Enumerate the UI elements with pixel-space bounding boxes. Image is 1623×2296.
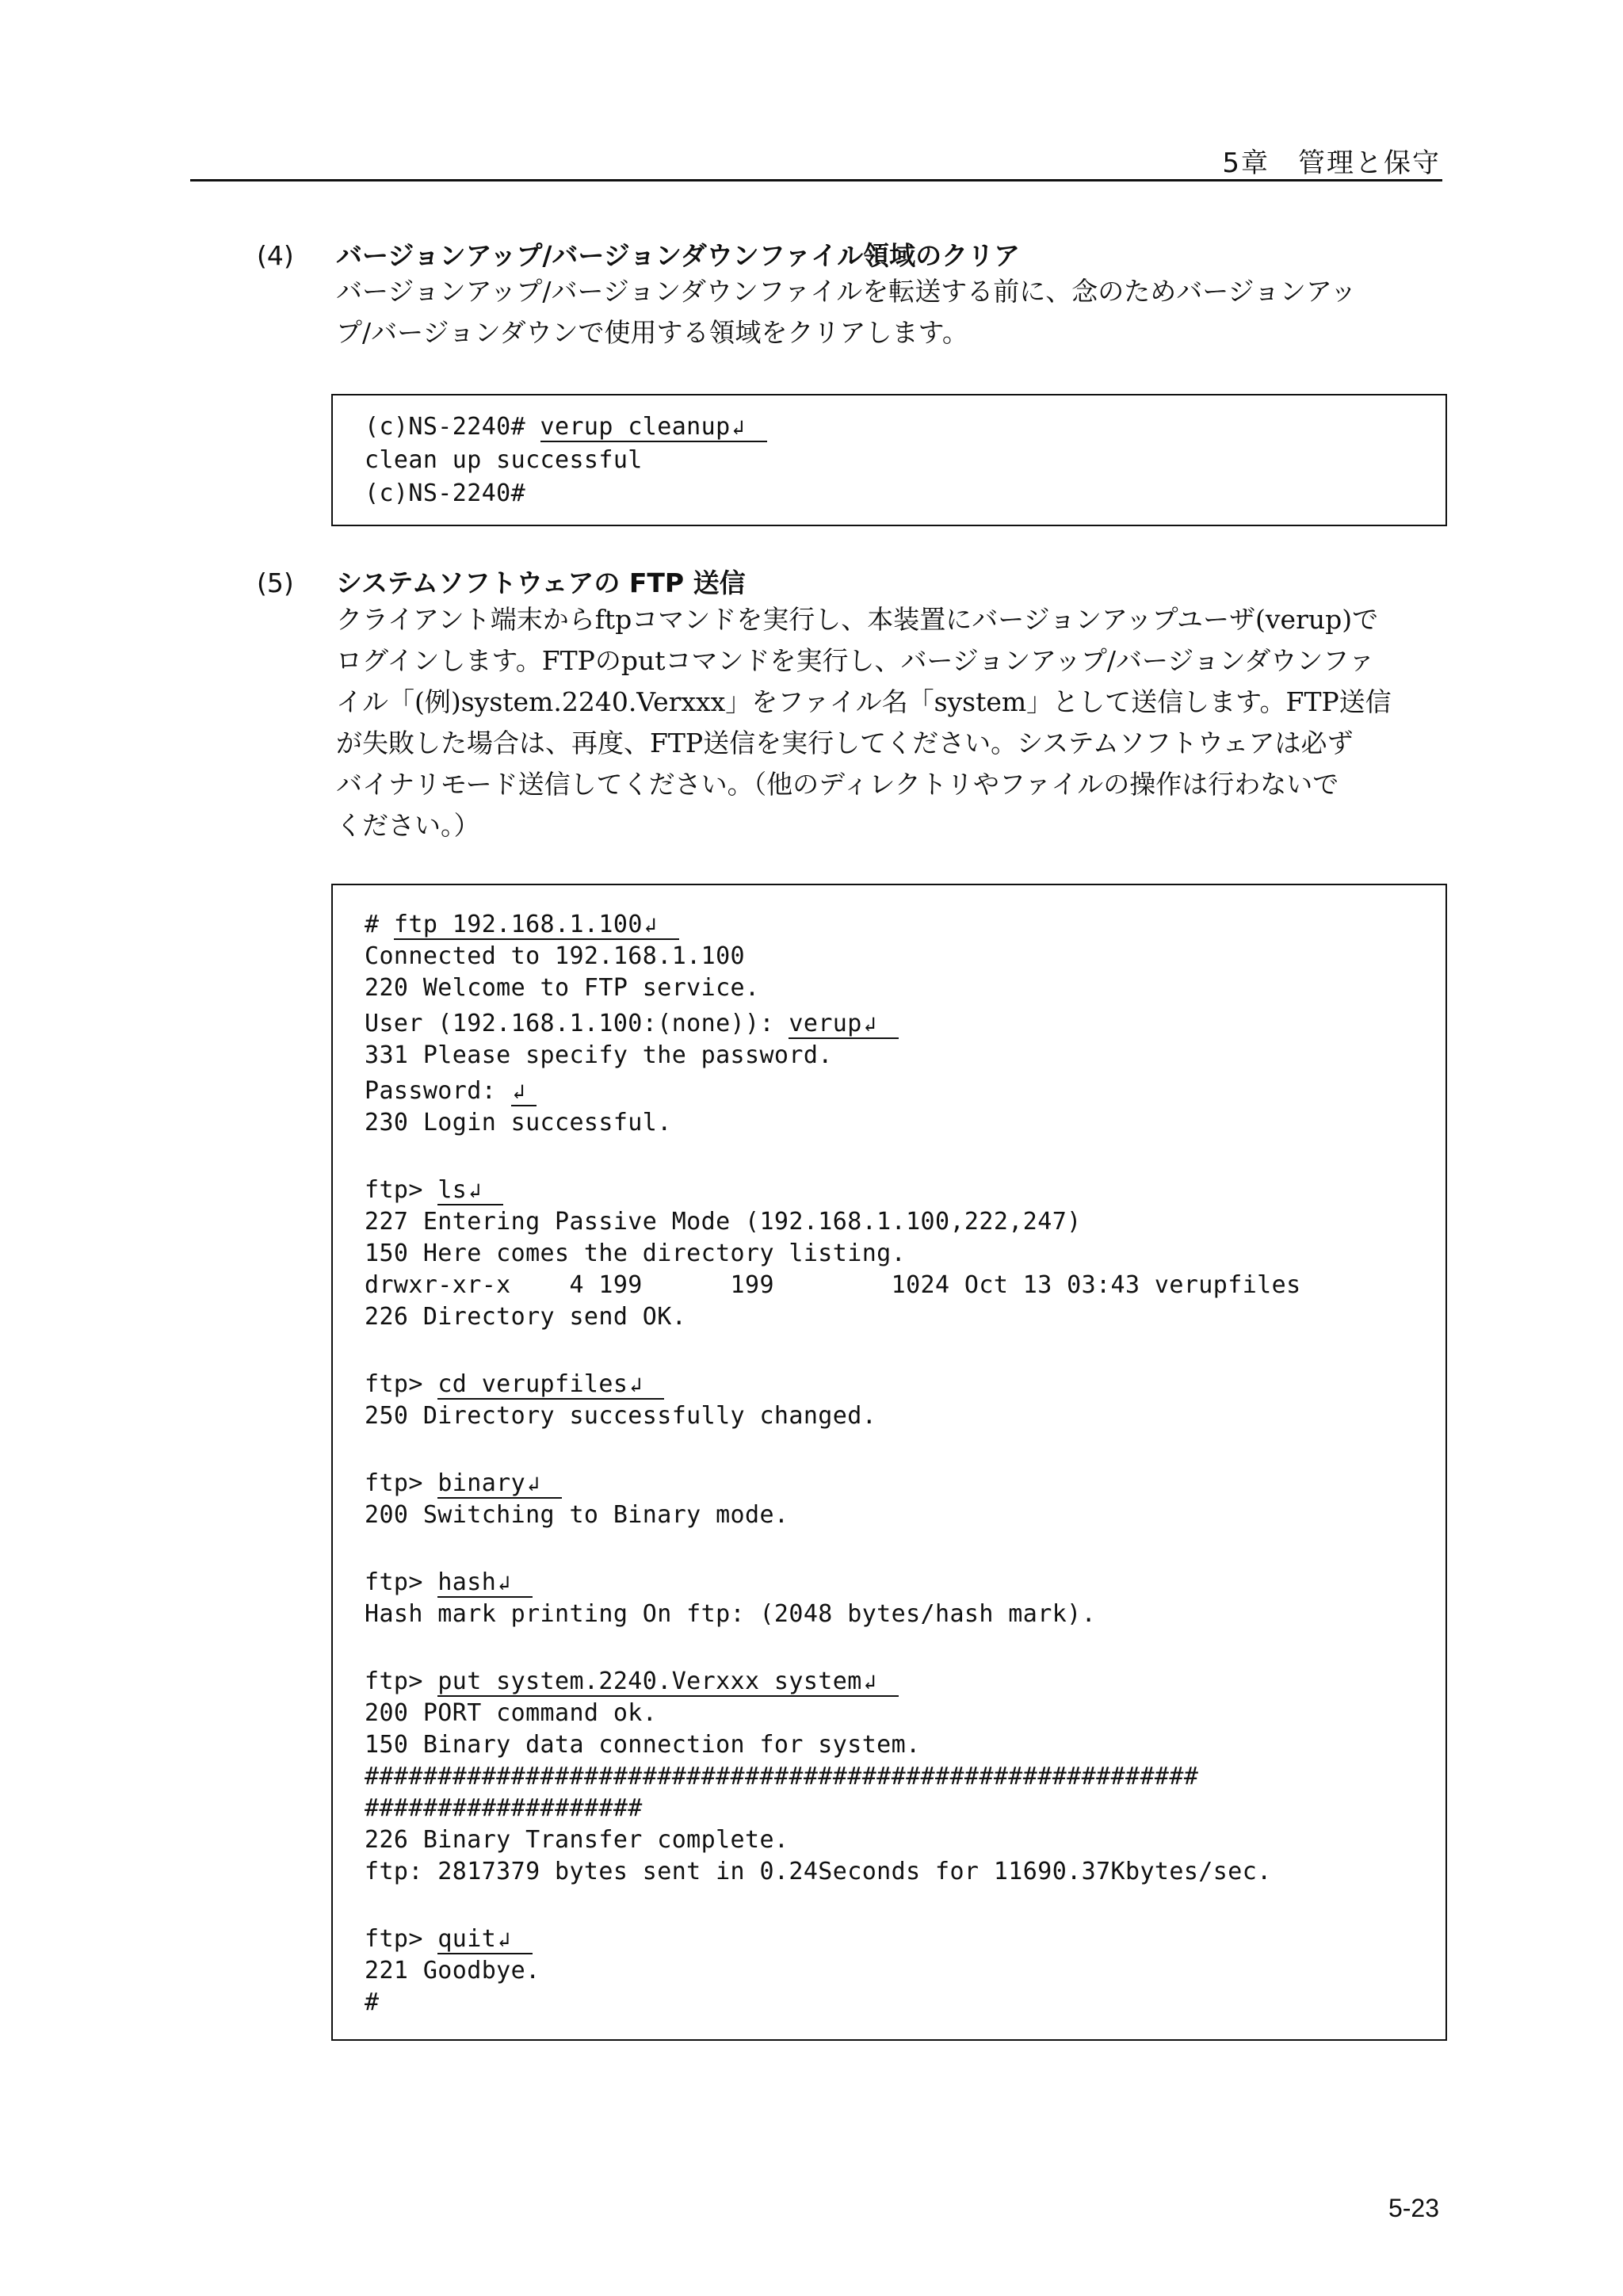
- code-line: 200 PORT command ok.: [365, 1699, 658, 1727]
- prompt: ftp>: [365, 1668, 438, 1695]
- paragraph-line: バージョンアップ/バージョンダウンファイルを転送する前に、念のためバージョンアッ: [336, 276, 1357, 307]
- typed-command: [437, 1570, 533, 1598]
- page-header: [190, 135, 1442, 181]
- section-5-heading: [257, 563, 746, 600]
- section-number: (4): [257, 240, 294, 271]
- code-line: [365, 1668, 899, 1697]
- typed-command: [437, 1471, 562, 1499]
- code-line: 150 Here comes the directory listing.: [365, 1240, 907, 1267]
- return-icon: ↲: [863, 1671, 876, 1694]
- section-4-heading: [257, 235, 1020, 273]
- command-text: binary: [437, 1469, 526, 1497]
- prompt: (c)NS-2240#: [365, 413, 540, 441]
- code-line: Hash mark printing On ftp: (2048 bytes/hash mark).: [365, 1600, 1097, 1628]
- code-line: 250 Directory successfully changed.: [365, 1402, 877, 1430]
- code-line: #: [365, 1988, 380, 2016]
- prompt: User (192.168.1.100:(none)):: [365, 1010, 789, 1037]
- typed-command: [511, 1079, 537, 1106]
- command-text: ftp 192.168.1.100: [393, 911, 643, 938]
- command-text: verup cleanup: [540, 413, 731, 441]
- paragraph-line: クライアント端末からftpコマンドを実行し、本装置にバージョンアップユーザ(verup)で: [336, 604, 1379, 635]
- code-line: 150 Binary data connection for system.: [365, 1731, 921, 1759]
- paragraph-line: ください。）: [336, 810, 480, 841]
- code-line: [365, 1077, 537, 1106]
- prompt: Password:: [365, 1077, 511, 1105]
- paragraph-line: バイナリモード送信してください。（他のディレクトリやファイルの操作は行わないで: [336, 769, 1339, 800]
- code-box-cleanup: [331, 394, 1447, 526]
- return-icon: ↲: [468, 1179, 482, 1203]
- paragraph-line: プ/バージョンダウンで使用する領域をクリアします。: [336, 317, 968, 348]
- command-text: ls: [437, 1176, 468, 1204]
- return-icon: ↲: [498, 1572, 511, 1595]
- code-line: 226 Directory send OK.: [365, 1303, 687, 1331]
- code-line: [365, 911, 679, 940]
- code-line: drwxr-xr-x 4 199 199 1024 Oct 13 03:43 verupfiles: [365, 1271, 1301, 1299]
- code-line: 230 Login successful.: [365, 1109, 672, 1137]
- code-line: (c)NS-2240#: [365, 479, 526, 507]
- code-line: 200 Switching to Binary mode.: [365, 1501, 789, 1529]
- command-text: hash: [437, 1568, 497, 1596]
- prompt: ftp>: [365, 1568, 438, 1596]
- paragraph-line: イル「(例)system.2240.Verxxx」をファイル名「system」として送信します。FTP送信: [336, 686, 1392, 717]
- code-line: [365, 1925, 533, 1954]
- typed-command: [437, 1372, 664, 1400]
- return-icon: ↲: [512, 1080, 525, 1104]
- section-number: (5): [257, 567, 294, 598]
- code-line: clean up successful: [365, 446, 643, 474]
- typed-command: [540, 415, 767, 442]
- code-line: [365, 1010, 899, 1039]
- typed-command: [394, 912, 679, 940]
- code-line: [365, 1568, 533, 1598]
- code-line: [365, 1176, 503, 1205]
- typed-command: [437, 1669, 898, 1697]
- code-line: [365, 413, 767, 442]
- section-title: システムソフトウェアの FTP 送信: [336, 567, 746, 598]
- code-box-ftp-session: [331, 884, 1447, 2041]
- code-line: Connected to 192.168.1.100: [365, 942, 745, 970]
- prompt: ftp>: [365, 1925, 438, 1953]
- prompt: #: [365, 911, 394, 938]
- return-icon: ↲: [731, 416, 745, 440]
- page-number: 5-23: [1388, 2194, 1439, 2222]
- prompt: ftp>: [365, 1370, 438, 1398]
- code-line: 220 Welcome to FTP service.: [365, 974, 760, 1002]
- code-line: ftp: 2817379 bytes sent in 0.24Seconds for 11690.37Kbytes/sec.: [365, 1858, 1272, 1885]
- typed-command: [437, 1927, 533, 1954]
- typed-command: [789, 1011, 898, 1039]
- code-line: #########################################################: [365, 1763, 1199, 1790]
- code-line: 226 Binary Transfer complete.: [365, 1826, 789, 1854]
- prompt: ftp>: [365, 1176, 438, 1204]
- code-line: 331 Please specify the password.: [365, 1041, 833, 1069]
- paragraph-line: ログインします。FTPのputコマンドを実行し、バージョンアップ/バージョンダウンファ: [336, 645, 1375, 676]
- command-text: quit: [437, 1925, 497, 1953]
- command-text: cd verupfiles: [437, 1370, 628, 1398]
- return-icon: ↲: [643, 914, 657, 938]
- code-line: ###################: [365, 1794, 643, 1822]
- section-title: バージョンアップ/バージョンダウンファイル領域のクリア: [336, 240, 1021, 271]
- section-4-paragraph: [336, 271, 1445, 353]
- code-line: 221 Goodbye.: [365, 1957, 540, 1985]
- return-icon: ↲: [527, 1473, 540, 1496]
- return-icon: ↲: [498, 1928, 511, 1952]
- prompt: ftp>: [365, 1469, 438, 1497]
- chapter-title: 5章 管理と保守: [1222, 147, 1441, 179]
- section-5-paragraph: [336, 599, 1445, 846]
- code-line: [365, 1469, 562, 1499]
- code-line: 227 Entering Passive Mode (192.168.1.100,222,247): [365, 1208, 1082, 1236]
- typed-command: [437, 1178, 503, 1205]
- return-icon: ↲: [863, 1013, 876, 1037]
- command-text: put system.2240.Verxxx system: [437, 1668, 862, 1695]
- paragraph-line: が失敗した場合は、再度、FTP送信を実行してください。システムソフトウェアは必ず: [336, 728, 1354, 758]
- code-line: [365, 1370, 664, 1400]
- return-icon: ↲: [629, 1373, 643, 1397]
- command-text: verup: [789, 1010, 862, 1037]
